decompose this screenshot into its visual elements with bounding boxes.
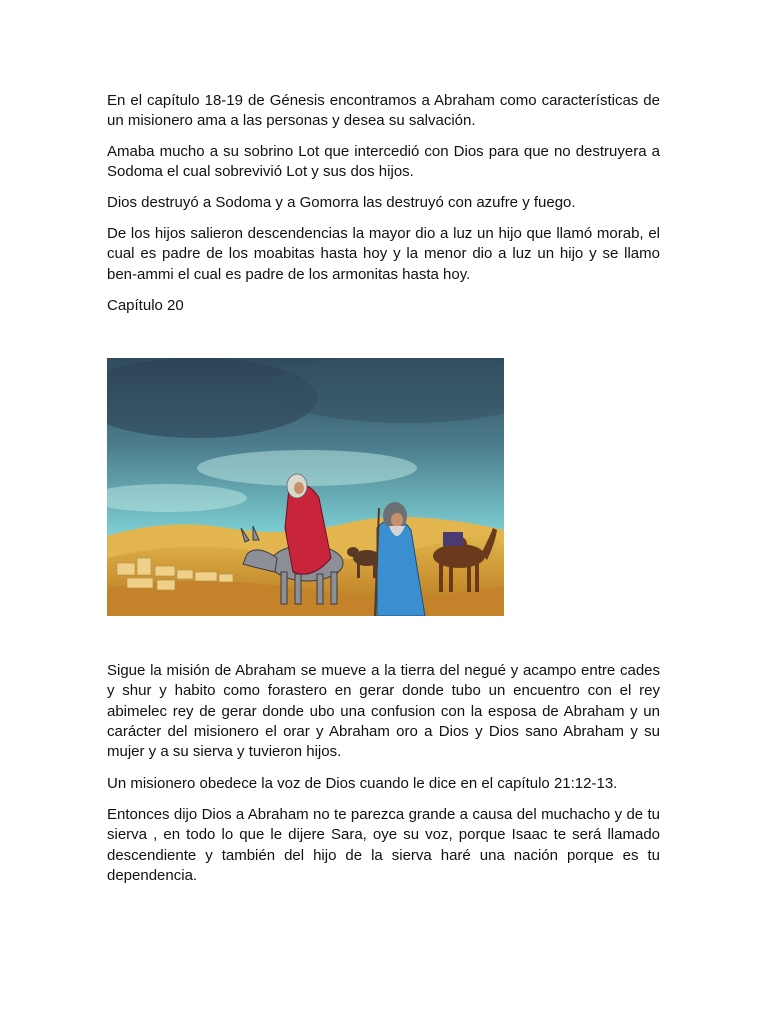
paragraph-entonces-dijo: Entonces dijo Dios a Abraham no te parezca grande a causa del muchacho y de tu sierva , en todo lo que le dijere Sara, oye su voz, porque Isaac te será llamado descendiente y también del hijo de la sierva haré una nación porque es tu dependencia. — [107, 806, 660, 884]
illustration-svg — [107, 358, 504, 616]
paragraph-obedece: Un misionero obedece la voz de Dios cuando le dice en el capítulo 21:12-13. — [107, 775, 618, 792]
desert-journey-illustration — [107, 358, 504, 616]
paragraph-descendencias: De los hijos salieron descendencias la mayor dio a luz un hijo que llamó morab, el cual es padre de los moabitas hasta hoy y la menor dio a luz un hijo y se llamo ben-ammi el cual es padre de los armonitas hasta hoy. — [107, 225, 660, 283]
paragraph-sodoma-gomorra: Dios destruyó a Sodoma y a Gomorra las destruyó con azufre y fuego. — [107, 194, 576, 211]
paragraph-genesis-18-19: En el capítulo 18-19 de Génesis encontramos a Abraham como características de un misionero ama a las personas y desea su salvación. — [107, 92, 660, 130]
paragraph-lot: Amaba mucho a su sobrino Lot que intercedió con Dios para que no destruyera a Sodoma el cual sobrevivió Lot y sus dos hijos. — [107, 143, 660, 181]
chapter-heading: Capítulo 20 — [107, 297, 184, 314]
paragraph-mision-abraham: Sigue la misión de Abraham se mueve a la tierra del negué y acampo entre cades y shur y habito como forastero en gerar donde tubo un encuentro con el rey abimelec rey de gerar donde ubo una confusion con la esposa de Abraham y un carácter del misionero el orar y Abraham oro a Dios y Dios sano Abraham y su mujer y a su sierva y tuvieron hijos. — [107, 662, 660, 761]
